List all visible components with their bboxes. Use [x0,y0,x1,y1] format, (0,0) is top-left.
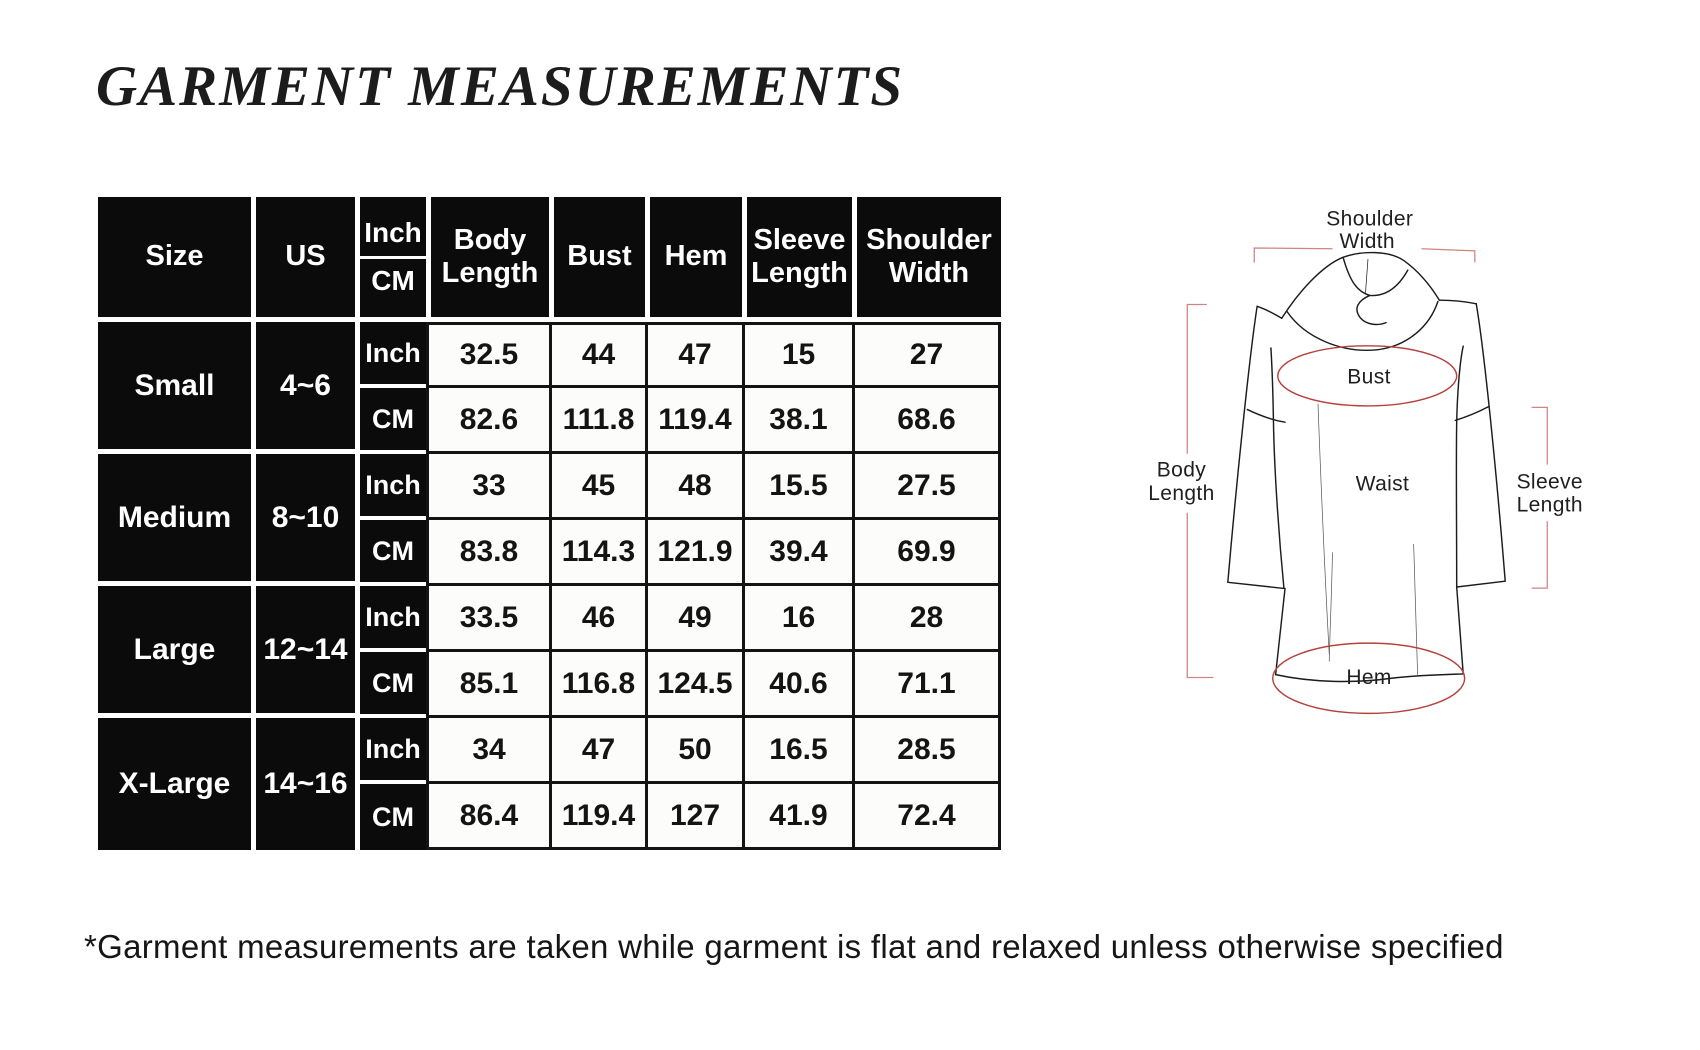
unit-label-cm: CM [355,652,426,718]
measurement-cell: 48 [645,454,742,520]
us-range-medium: 8~10 [251,454,355,586]
measurement-cell: 39.4 [742,520,852,586]
measurement-cell: 127 [645,784,742,850]
measurement-cell: 15.5 [742,454,852,520]
measurement-cell: 119.4 [549,784,645,850]
body-length-label-line1: Body [1156,458,1207,482]
unit-label-inch: Inch [355,718,426,784]
header-cell-body-length: Body Length [426,197,549,322]
sleeve-length-label-line2: Length [1516,493,1583,517]
measurement-cell: 47 [549,718,645,784]
measurement-cell: 72.4 [852,784,1001,850]
measurement-cell: 45 [549,454,645,520]
measurement-cell: 116.8 [549,652,645,718]
header-unit-cm: CM [371,264,415,296]
garment-outline [1228,253,1505,682]
garment-diagram [1080,185,1640,855]
header-unit-inch: Inch [360,211,426,259]
header-cell-sleeve-length: Sleeve Length [742,197,852,322]
size-label-medium: Medium [98,454,251,586]
measurement-cell: 34 [426,718,549,784]
measurement-cell: 47 [645,322,742,388]
us-range-x-large: 14~16 [251,718,355,850]
measurement-cell: 68.6 [852,388,1001,454]
header-cell-us: US [251,197,355,322]
measurement-cell: 83.8 [426,520,549,586]
measurement-cell: 28 [852,586,1001,652]
us-range-small: 4~6 [251,322,355,454]
measurement-cell: 28.5 [852,718,1001,784]
measurement-cell: 71.1 [852,652,1001,718]
measurement-cell: 114.3 [549,520,645,586]
page-title: GARMENT MEASUREMENTS [96,55,905,118]
measurement-cell: 119.4 [645,388,742,454]
measurement-cell: 38.1 [742,388,852,454]
measurement-cell: 46 [549,586,645,652]
header-cell-shoulder-width: Shoulder Width [852,197,1001,322]
measurement-cell: 44 [549,322,645,388]
measurement-cell: 111.8 [549,388,645,454]
sleeve-length-label-line1: Sleeve [1516,470,1583,494]
measurement-cell: 124.5 [645,652,742,718]
size-label-large: Large [98,586,251,718]
measurement-cell: 15 [742,322,852,388]
measurement-cell: 40.6 [742,652,852,718]
measurement-cell: 41.9 [742,784,852,850]
unit-label-inch: Inch [355,322,426,388]
measurement-cell: 27 [852,322,1001,388]
unit-label-cm: CM [355,388,426,454]
header-cell-hem: Hem [645,197,742,322]
footnote-text: *Garment measurements are taken while garment is flat and relaxed unless otherwise specified [84,928,1504,965]
measurement-cell: 27.5 [852,454,1001,520]
measurement-cell: 69.9 [852,520,1001,586]
measurement-cell: 82.6 [426,388,549,454]
waist-label: Waist [1355,472,1410,496]
header-cell-size: Size [98,197,251,322]
measurement-cell: 50 [645,718,742,784]
size-label-x-large: X-Large [98,718,251,850]
header-cell-unit [355,197,426,322]
shoulder-width-label-line2: Width [1339,230,1395,254]
measurement-cell: 121.9 [645,520,742,586]
measurement-cell: 86.4 [426,784,549,850]
measurement-cell: 32.5 [426,322,549,388]
measurement-cell: 33 [426,454,549,520]
size-label-small: Small [98,322,251,454]
header-cell-bust: Bust [549,197,645,322]
measurement-cell: 33.5 [426,586,549,652]
measurement-cell: 16 [742,586,852,652]
measurement-cell: 49 [645,586,742,652]
size-chart-table [98,197,1001,850]
measurement-cell: 85.1 [426,652,549,718]
measurement-cell: 16.5 [742,718,852,784]
unit-label-cm: CM [355,520,426,586]
us-range-large: 12~14 [251,586,355,718]
hem-label: Hem [1346,666,1392,690]
unit-label-inch: Inch [355,454,426,520]
shoulder-width-label-line1: Shoulder [1326,207,1414,231]
unit-label-cm: CM [355,784,426,850]
unit-label-inch: Inch [355,586,426,652]
bust-label: Bust [1347,365,1391,389]
body-length-label-line2: Length [1148,482,1215,506]
